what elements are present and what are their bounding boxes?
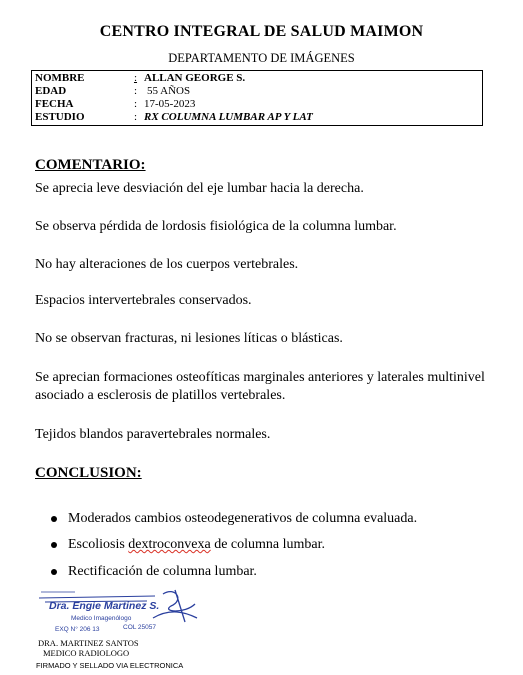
patient-row-date (35, 98, 482, 111)
list-item (35, 562, 495, 582)
name-value: ALLAN GEORGE S. (144, 72, 246, 84)
comment-paragraph: Espacios intervertebrales conservados. (35, 293, 252, 308)
study-value: RX COLUMNA LUMBAR AP Y LAT (144, 111, 313, 123)
spellcheck-flagged-word: dextroconvexa (128, 537, 211, 552)
list-item (35, 509, 495, 529)
text-before: Escoliosis (68, 537, 129, 552)
comment-paragraph: Tejidos blandos paravertebrales normales. (35, 427, 271, 442)
conclusion-text: Moderados cambios osteodegenerativos de columna evaluada. (68, 511, 418, 526)
comment-paragraph: Se aprecia leve desviación del eje lumbar hacia la derecha. (35, 181, 364, 196)
comentario-heading: COMENTARIO: (35, 157, 146, 173)
patient-row-study (35, 111, 482, 124)
conclusion-text: Rectificación de columna lumbar. (68, 564, 257, 579)
stamp-exq: EXQ N° 206 13 (55, 626, 100, 633)
colon: : (133, 98, 138, 110)
signer-name: DRA. MARTINEZ SANTOS (38, 638, 139, 648)
patient-row-age (35, 85, 482, 98)
comment-paragraph: Se observa pérdida de lordosis fisiológica de la columna lumbar. (35, 219, 397, 234)
date-label: FECHA (35, 98, 74, 110)
stamp-name: Dra. Engie Martinez S. (49, 600, 160, 612)
patient-info-box (31, 70, 483, 126)
signer-block (38, 638, 139, 658)
comment-paragraph: No hay alteraciones de los cuerpos vertebrales. (35, 257, 299, 272)
age-label: EDAD (35, 85, 67, 97)
electronic-signature-note: FIRMADO Y SELLADO VIA ELECTRONICA (36, 661, 184, 670)
signature-scribble (153, 590, 197, 622)
colon: : (133, 72, 138, 84)
clinic-title: CENTRO INTEGRAL DE SALUD MAIMON (99, 23, 424, 40)
stamp-role: Medico Imagenólogo (71, 615, 132, 622)
comment-paragraph: No se observan fracturas, ni lesiones líticas o blásticas. (35, 331, 343, 346)
bullet-icon (51, 516, 57, 522)
list-item (35, 535, 495, 555)
colon: : (133, 111, 138, 123)
comment-paragraph: Se aprecian formaciones osteofíticas marginales anteriores y laterales multinivel asociado a esclerosis de platillos vertebrales. (35, 370, 485, 403)
department-title: DEPARTAMENTO DE IMÁGENES (168, 51, 355, 65)
age-value: 55 AÑOS (147, 85, 191, 97)
conclusion-text (68, 537, 325, 553)
colon: : (133, 85, 138, 97)
bullet-icon (51, 542, 57, 548)
signer-title: MEDICO RADIOLOGO (43, 648, 130, 658)
conclusion-heading: CONCLUSION: (35, 465, 142, 481)
bullet-icon (51, 569, 57, 575)
stamp-col: COL 25057 (123, 624, 157, 631)
signature-stamp (35, 588, 205, 638)
patient-row-name (35, 72, 482, 85)
study-label: ESTUDIO (35, 111, 85, 123)
text-after: de columna lumbar. (210, 537, 326, 552)
date-value: 17-05-2023 (144, 98, 196, 110)
name-label: NOMBRE (35, 72, 85, 84)
